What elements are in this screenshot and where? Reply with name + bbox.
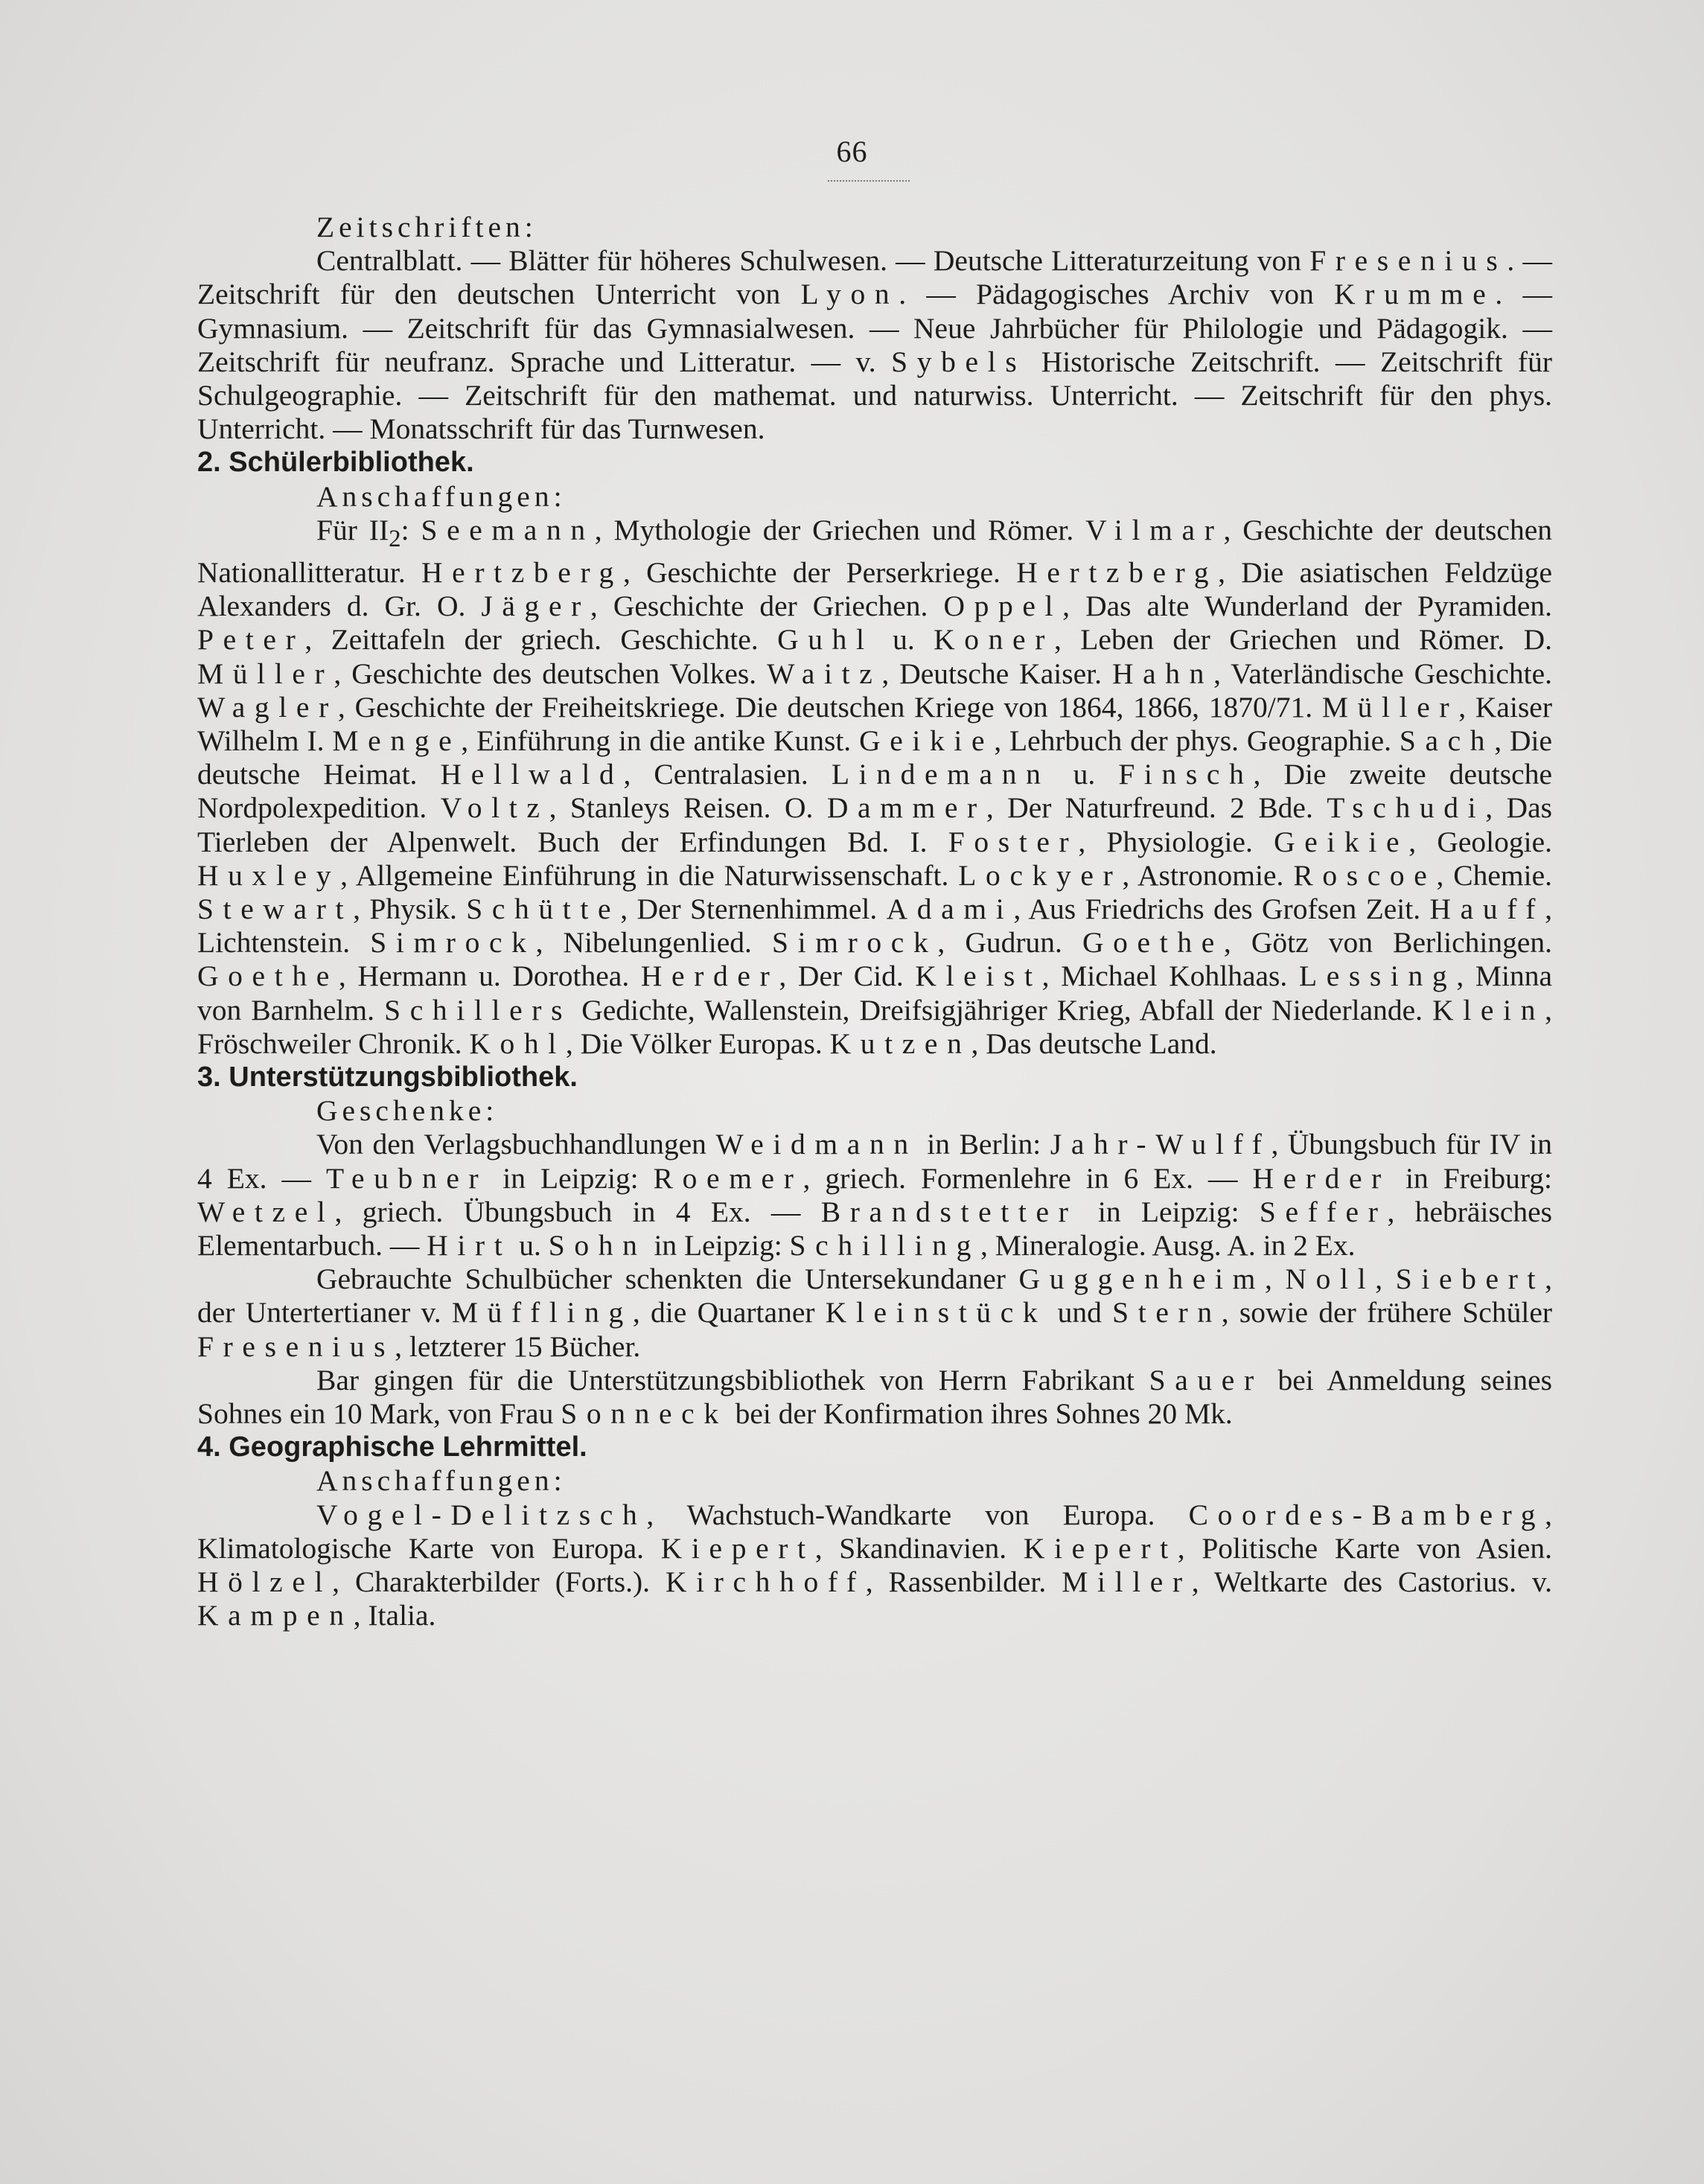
page-content xyxy=(197,211,1552,1632)
section-heading-schuelerbibliothek: 2. Schülerbibliothek. xyxy=(197,447,474,479)
section-heading-geographische-lehrmittel: 4. Geographische Lehrmittel. xyxy=(197,1431,587,1463)
section-label-anschaffungen-geo: Anschaffungen: xyxy=(316,1464,567,1498)
section-heading-unterstuetzungsbibliothek: 3. Unterstützungsbibliothek. xyxy=(197,1061,578,1093)
geschenke-paragraph-3: Bar gingen für die Unterstützungsbibliothek von Herrn Fabrikant Sauer bei Anmeldung seines Sohnes ein 10 Mark, von Frau Sonneck bei der Konfirmation ihres Sohnes 20 Mk. xyxy=(197,1363,1552,1430)
section-label-geschenke: Geschenke: xyxy=(316,1094,499,1128)
geschenke-paragraph-2: Gebrauchte Schulbücher schenkten die Untersekundaner Guggenheim, Noll, Siebert, der Untertertianer v. Müffling, die Quartaner Kleinstück und Stern, sowie der frühere Schüler Fresenius, letzterer 15 Bücher. xyxy=(197,1262,1552,1363)
section-label-zeitschriften: Zeitschriften: xyxy=(316,211,537,243)
page-number: 66 xyxy=(836,135,868,168)
page-number-ornament xyxy=(828,171,910,182)
section-label-anschaffungen: Anschaffungen: xyxy=(316,479,567,513)
geographische-paragraph: Vogel-Delitzsch, Wachstuch-Wandkarte von Europa. Coordes-Bamberg, Klimatologische Karte von Europa. Kiepert, Skandinavien. Kiepert, Politische Karte von Asien. Hölzel, Charakterbilder (Forts.). Kirchhoff, Rassenbilder. Miller, Weltkarte des Castorius. v. Kampen, Italia. xyxy=(197,1498,1553,1632)
schuelerbibliothek-paragraph: Für $II_2$: Seemann, Mythologie der Griechen und Römer. Vilmar, Geschichte der deutschen Nationallitteratur. Hertzberg, Geschichte der Perserkriege. Hertzberg, Die asiatischen Feldzüge Alexanders d. Gr. O. Jäger, Geschichte der Griechen. Oppel, Das alte Wunderland der Pyramiden. Peter, Zeittafeln der griech. Geschichte. Guhl u. Koner, Leben der Griechen und Römer. D. Müller, Geschichte des deutschen Volkes. Waitz, Deutsche Kaiser. Hahn, Vaterländische Geschichte. Wagler, Geschichte der Freiheitskriege. Die deutschen Kriege von 1864, 1866, 1870/71. Müller, Kaiser Wilhelm I. Menge, Einführung in die antike Kunst. Geikie, Lehrbuch der phys. Geographie. Sach, Die deutsche Heimat. Hellwald, Centralasien. Lindemann u. Finsch, Die zweite deutsche Nordpolexpedition. Voltz, Stanleys Reisen. O. Dammer, Der Naturfreund. 2 Bde. Tschudi, Das Tierleben der Alpenwelt. Buch der Erfindungen Bd. I. Foster, Physiologie. Geikie, Geologie. Huxley, Allgemeine Einführung in die Naturwissenschaft. Lockyer, Astronomie. Roscoe, Chemie. Stewart, Physik. Schütte, Der Sternenhimmel. Adami, Aus Friedrichs des Grofsen Zeit. Hauff, Lichtenstein. Simrock, Nibelungenlied. Simrock, Gudrun. Goethe, Götz von Berlichingen. Goethe, Hermann u. Dorothea. Herder, Der Cid. Kleist, Michael Kohlhaas. Lessing, Minna von Barnhelm. Schillers Gedichte, Wallenstein, Dreifsigjähriger Krieg, Abfall der Niederlande. Klein, Fröschweiler Chronik. Kohl, Die Völker Europas. Kutzen, Das deutsche Land. xyxy=(197,513,1553,1060)
geschenke-paragraph-1: Von den Verlagsbuchhandlungen Weidmann in Berlin: Jahr-Wulff, Übungsbuch für IV in 4 Ex. — Teubner in Leipzig: Roemer, griech. Formenlehre in 6 Ex. — Herder in Freiburg: Wetzel, griech. Übungsbuch in 4 Ex. — Brandstetter in Leipzig: Seffer, hebräisches Elementarbuch. — Hirt u. Sohn in Leipzig: Schilling, Mineralogie. Ausg. A. in 2 Ex. xyxy=(197,1128,1553,1262)
zeitschriften-paragraph: Centralblatt. — Blätter für höheres Schulwesen. — Deutsche Litteraturzeitung von Fresenius. — Zeitschrift für den deutschen Unterricht von Lyon. — Pädagogisches Archiv von Krumme. — Gymnasium. — Zeitschrift für das Gymnasialwesen. — Neue Jahrbücher für Philologie und Pädagogik. — Zeitschrift für neufranz. Sprache und Litteratur. — v. Sybels Historische Zeitschrift. — Zeitschrift für Schulgeographie. — Zeitschrift für den mathemat. und naturwiss. Unterricht. — Zeitschrift für den phys. Unterricht. — Monatsschrift für das Turnwesen. xyxy=(197,244,1553,446)
